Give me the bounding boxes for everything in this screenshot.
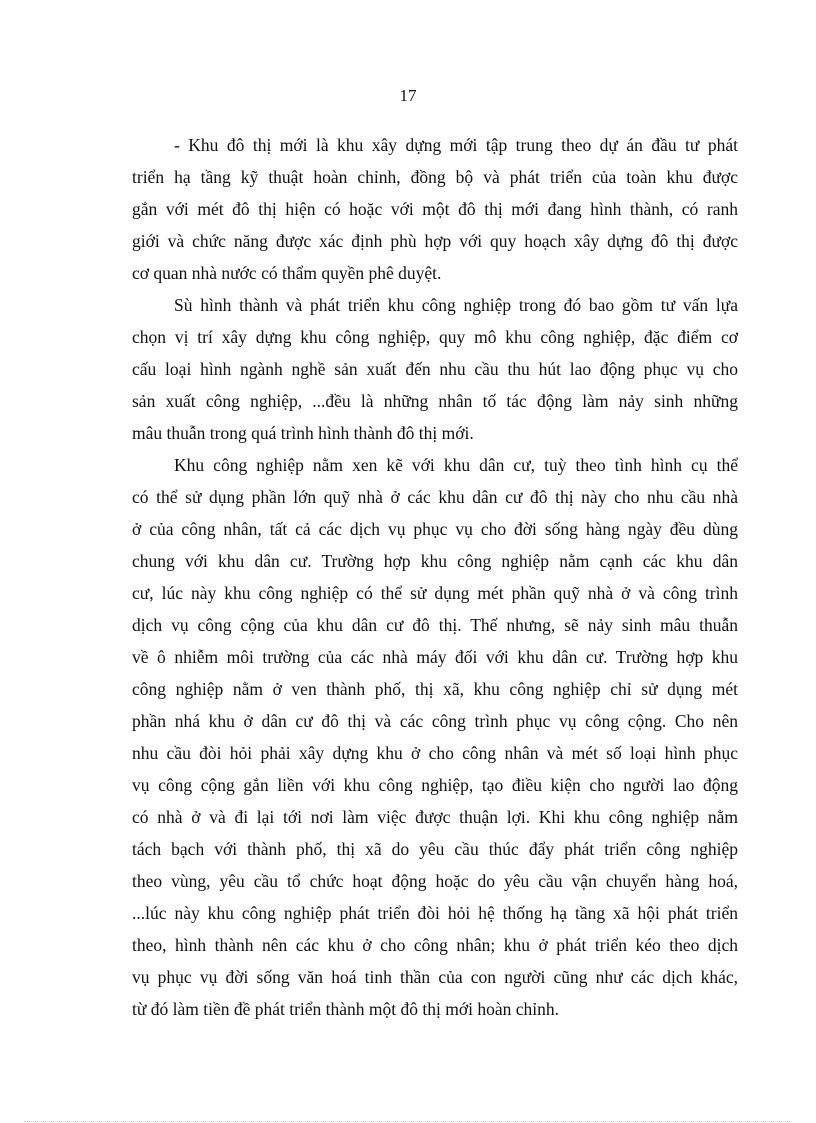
text-line: cư, lúc này khu công nghiệp có thể sử dụng mét phần quỹ nhà ở và công trình <box>132 583 738 603</box>
text-line: phần nhá khu ở dân cư đô thị và các công trình phục vụ công cộng. Cho nên <box>132 711 738 731</box>
text-line: dịch vụ công cộng của khu dân cư đô thị. Thế nhưng, sẽ nảy sinh mâu thuẫn <box>132 615 738 635</box>
text-line: ở của công nhân, tất cả các dịch vụ phục vụ cho đời sống hàng ngày đều dùng <box>132 519 738 539</box>
text-line: triển hạ tầng kỹ thuật hoàn chỉnh, đồng bộ và phát triển của toàn khu được <box>132 167 738 187</box>
text-line: ...lúc này khu công nghiệp phát triển đòi hỏi hệ thống hạ tầng xã hội phát triển <box>132 903 738 923</box>
text-line: chọn vị trí xây dựng khu công nghiệp, quy mô khu công nghiệp, đặc điểm cơ <box>132 327 738 347</box>
text-line: tách bạch với thành phố, thị xã do yêu cầu thúc đẩy phát triển công nghiệp <box>132 839 738 859</box>
paragraph <box>132 452 738 1028</box>
text-line: cấu loại hình ngành nghề sản xuất đến nhu cầu thu hút lao động phục vụ cho <box>132 359 738 379</box>
text-line: có nhà ở và đi lại tới nơi làm việc được thuận lợi. Khi khu công nghiệp nằm <box>132 807 738 827</box>
body-text <box>132 132 738 1028</box>
text-line: từ đó làm tiền đề phát triển thành một đô thị mới hoàn chỉnh. <box>132 999 559 1019</box>
text-line: chung với khu dân cư. Trường hợp khu công nghiệp nằm cạnh các khu dân <box>132 551 738 571</box>
text-line: mâu thuẫn trong quá trình hình thành đô thị mới. <box>132 423 474 443</box>
text-line: vụ công cộng gắn liền với khu công nghiệp, tạo điều kiện cho người lao động <box>132 775 738 795</box>
text-line: có thể sử dụng phần lớn quỹ nhà ở các khu dân cư đô thị này cho nhu cầu nhà <box>132 487 738 507</box>
text-line: cơ quan nhà nước có thẩm quyền phê duyệt. <box>132 263 442 283</box>
text-line: công nghiệp nằm ở ven thành phố, thị xã, khu công nghiệp chỉ sử dụng mét <box>132 679 738 699</box>
text-line: về ô nhiễm môi trường của các nhà máy đối với khu dân cư. Trường hợp khu <box>132 647 738 667</box>
text-line: vụ phục vụ đời sống văn hoá tinh thần của con người cũng như các dịch khác, <box>132 967 738 987</box>
text-line: Sù hình thành và phát triển khu công nghiệp trong đó bao gồm tư vấn lựa <box>174 295 738 315</box>
text-line: theo vùng, yêu cầu tổ chức hoạt động hoặc do yêu cầu vận chuyển hàng hoá, <box>132 871 738 891</box>
text-line: gắn với mét đô thị hiện có hoặc với một đô thị mới đang hình thành, có ranh <box>132 199 738 219</box>
text-line: nhu cầu đòi hỏi phải xây dựng khu ở cho công nhân và mét số loại hình phục <box>132 743 738 763</box>
page-bottom-edge <box>24 1121 792 1122</box>
paragraph <box>132 292 738 452</box>
text-line: giới và chức năng được xác định phù hợp với quy hoạch xây dựng đô thị được <box>132 231 738 251</box>
paragraph <box>132 132 738 292</box>
text-line: Khu công nghiệp nằm xen kẽ với khu dân cư, tuỳ theo tình hình cụ thể <box>174 455 738 475</box>
text-line: theo, hình thành nên các khu ở cho công nhân; khu ở phát triển kéo theo dịch <box>132 935 738 955</box>
text-line: sản xuất công nghiệp, ...đều là những nhân tố tác động làm nảy sinh những <box>132 391 738 411</box>
page-number: 17 <box>399 86 417 105</box>
text-line: - Khu đô thị mới là khu xây dựng mới tập trung theo dự án đầu tư phát <box>174 135 738 155</box>
